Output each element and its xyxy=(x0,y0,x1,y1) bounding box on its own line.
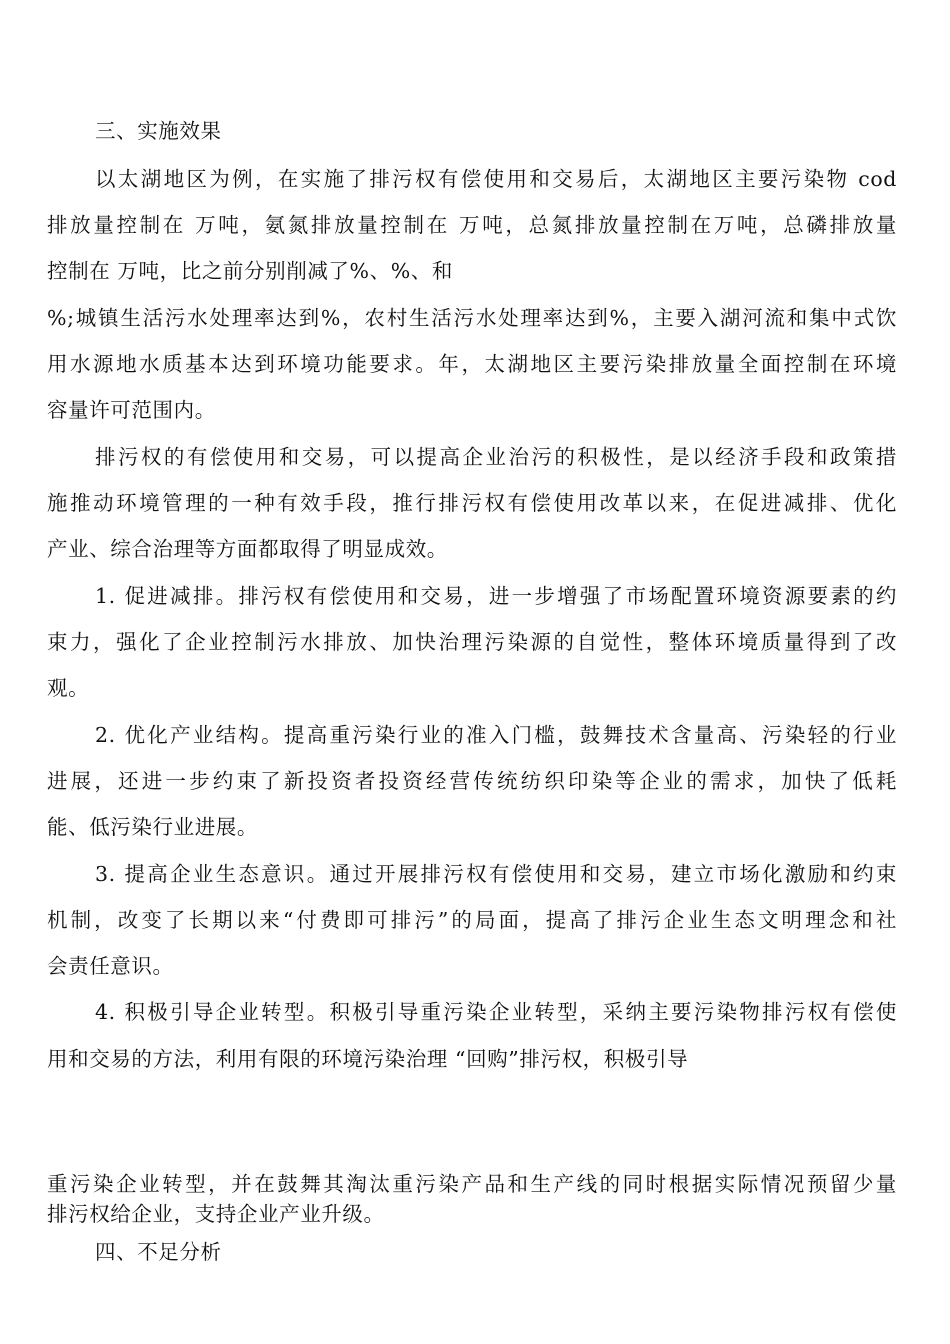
list-item-line: 能、低污染行业进展。 xyxy=(47,815,258,839)
list-item-line: 用和交易的方法，利用有限的环境污染治理 “回购”排污权，积极引导 xyxy=(47,1047,689,1071)
paragraph-line: 排污权的有偿使用和交易，可以提高企业治污的积极性，是以经济手段和政策措 xyxy=(95,445,897,469)
continuation-line: 排污权给企业，支持企业产业升级。 xyxy=(47,1202,385,1226)
section-heading-implementation-effect: 三、实施效果 xyxy=(95,119,222,143)
list-item-line: 3. 提高企业生态意识。通过开展排污权有偿使用和交易，建立市场化激励和约束 xyxy=(95,862,897,886)
list-item-line: 进展，还进一步约束了新投资者投资经营传统纺织印染等企业的需求，加快了低耗 xyxy=(47,769,897,793)
paragraph-line: 施推动环境管理的一种有效手段，推行排污权有偿使用改革以来，在促进减排、优化 xyxy=(47,491,897,515)
list-item-line: 1. 促进减排。排污权有偿使用和交易，进一步增强了市场配置环境资源要素的约 xyxy=(95,584,897,608)
paragraph-line: 控制在 万吨，比之前分别削减了%、%、和 xyxy=(47,259,453,283)
continuation-line: 重污染企业转型，并在鼓舞其淘汰重污染产品和生产线的同时根据实际情况预留少量 xyxy=(47,1172,897,1196)
list-item-line: 4. 积极引导企业转型。积极引导重污染企业转型，采纳主要污染物排污权有偿使 xyxy=(95,1000,897,1024)
paragraph-line: 用水源地水质基本达到环境功能要求。年，太湖地区主要污染排放量全面控制在环境 xyxy=(47,352,897,376)
paragraph-line: %;城镇生活污水处理率达到%，农村生活污水处理率达到%，主要入湖河流和集中式饮 xyxy=(47,306,897,330)
list-item-line: 束力，强化了企业控制污水排放、加快治理污染源的自觉性，整体环境质量得到了改 xyxy=(47,630,897,654)
paragraph-line: 排放量控制在 万吨，氨氮排放量控制在 万吨，总氮排放量控制在万吨，总磷排放量 xyxy=(47,213,897,237)
paragraph-line: 容量许可范围内。 xyxy=(47,398,216,422)
paragraph-line: 产业、综合治理等方面都取得了明显成效。 xyxy=(47,537,448,561)
list-item-line: 会责任意识。 xyxy=(47,954,174,978)
list-item-line: 2. 优化产业结构。提高重污染行业的准入门槛，鼓舞技术含量高、污染轻的行业 xyxy=(95,723,897,747)
paragraph-line: 以太湖地区为例，在实施了排污权有偿使用和交易后，太湖地区主要污染物 cod xyxy=(95,167,897,191)
section-heading-deficiency-analysis: 四、不足分析 xyxy=(95,1240,222,1264)
list-item-line: 观。 xyxy=(47,676,90,700)
list-item-line: 机制，改变了长期以来“付费即可排污”的局面，提高了排污企业生态文明理念和社 xyxy=(47,908,897,932)
